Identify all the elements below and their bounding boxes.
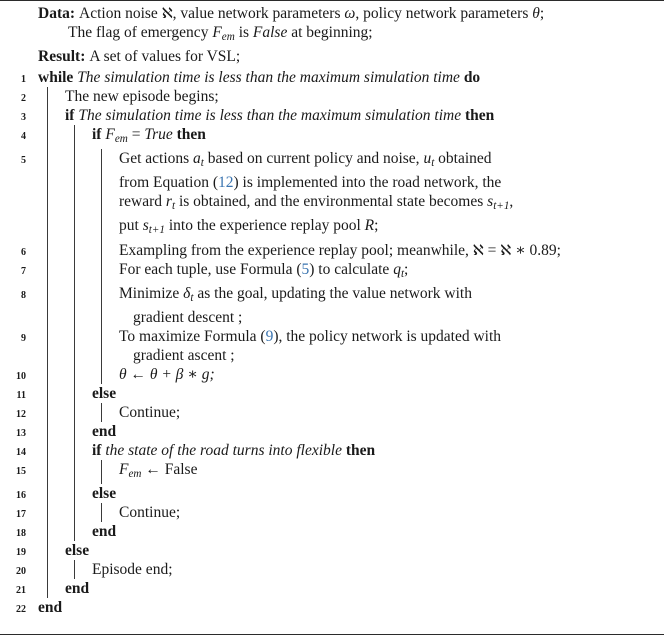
keyword-if: if [92, 126, 102, 144]
data-line-1 [0, 4, 664, 23]
keyword-while: while [38, 69, 74, 87]
text-segment: obtained, and the environmental state becomes [193, 193, 488, 211]
line-number: 22 [16, 603, 26, 615]
flag-text-pre: The flag of emergency [68, 24, 213, 41]
line-number: 7 [21, 265, 26, 277]
text-segment: gradient ascent ; [133, 346, 235, 364]
flag-text-mid: is [234, 24, 253, 41]
line-number: 15 [16, 465, 26, 477]
aleph-symbol: ℵ [500, 241, 512, 259]
algorithm-line [0, 598, 664, 617]
block-level-3-else-2 [0, 503, 664, 522]
algorithm-line [0, 579, 664, 598]
keyword-then: then [345, 441, 376, 459]
block-level-2 [0, 125, 664, 541]
keyword-end: end [92, 522, 117, 540]
var-delta-subscript: t [190, 291, 194, 304]
equation-reference-5[interactable]: 5 [301, 260, 310, 278]
keyword-if: if [65, 107, 75, 125]
line-number: 9 [21, 332, 26, 344]
fem-base: F [119, 460, 129, 478]
multiply-operator: ∗ [511, 241, 530, 259]
var-s-next: s [487, 193, 494, 211]
fem-subscript: em [114, 133, 128, 146]
line-number: 8 [21, 289, 26, 301]
top-horizontal-rule [0, 0, 664, 1]
equation-reference-9[interactable]: 9 [265, 327, 274, 345]
algorithm-line [0, 484, 664, 503]
line-content: The new episode begins; [65, 88, 219, 106]
line-number: 1 [21, 74, 26, 86]
line-content [119, 241, 664, 260]
equation-reference-12[interactable]: 12 [218, 174, 234, 192]
line-number: 14 [16, 446, 26, 458]
var-delta: δ [183, 284, 191, 302]
keyword-end: end [38, 598, 63, 616]
algorithm-line-continuation [0, 346, 664, 365]
data-text-end: ; [539, 5, 545, 22]
equality-operator: = [127, 126, 145, 144]
line-number: 18 [16, 527, 26, 539]
text-segment: ; [404, 260, 409, 278]
text-segment: gradient descent ; [133, 308, 243, 326]
text-segment: obtained from [119, 150, 492, 192]
text-segment: based on current policy and noise, [203, 150, 424, 168]
line-number: 11 [16, 389, 26, 401]
text-segment: Exampling from the experience replay pool; meanwhile, [119, 241, 473, 259]
algorithm-line [0, 87, 664, 106]
line-number: 13 [16, 427, 26, 439]
line-content [92, 441, 664, 460]
if-condition: the state of the road turns into flexible [105, 441, 342, 459]
text-segment: To maximize Formula ( [119, 327, 266, 345]
line-number: 4 [21, 131, 26, 143]
result-line [0, 47, 664, 66]
equality-operator: = [483, 241, 501, 259]
text-segment: ; [556, 241, 561, 259]
decay-value: 0.89 [529, 241, 557, 259]
line-number: 6 [21, 246, 26, 258]
line-number: 16 [16, 489, 26, 501]
var-s-next-2: s [142, 217, 149, 235]
fem-base: F [212, 24, 222, 41]
line-number: 19 [16, 546, 26, 558]
data-text-mid2: , policy network parameters [355, 5, 533, 22]
text-segment: For each tuple, use Formula ( [119, 260, 302, 278]
true-literal: True [144, 126, 173, 144]
algorithm-line [0, 260, 664, 284]
line-number: 5 [21, 155, 26, 167]
loop-condition: The simulation time is less than the maximum simulation time [77, 69, 460, 87]
var-R: R [364, 217, 375, 235]
line-number: 3 [21, 112, 26, 124]
algorithm-line [0, 541, 664, 560]
line-number: 10 [16, 370, 26, 382]
algorithm-line [0, 460, 664, 484]
var-r: r [165, 193, 172, 211]
text-segment: experience replay pool [219, 217, 365, 235]
algorithm-line [0, 365, 664, 384]
line-number: 12 [16, 408, 26, 420]
keyword-end: end [92, 422, 117, 440]
keyword-else: else [65, 541, 90, 559]
var-u: u [423, 150, 432, 168]
var-q: q [393, 260, 401, 278]
block-level-3-else [0, 403, 664, 422]
block-level-3-flexible [0, 460, 664, 484]
algorithm-line [0, 68, 664, 87]
algorithm-line [0, 384, 664, 403]
line-content [92, 125, 664, 149]
keyword-if: if [92, 441, 102, 459]
aleph-symbol: ℵ [472, 241, 484, 259]
keyword-then: then [176, 126, 206, 144]
line-content [119, 327, 664, 346]
text-segment: as the goal, updating the value network with [193, 284, 472, 302]
line-content: Continue; [119, 503, 181, 521]
flag-text-end: at beginning; [287, 24, 373, 41]
keyword-then: then [464, 107, 495, 125]
text-segment: Equation ( [153, 174, 219, 192]
line-content [65, 106, 664, 125]
result-text: A set of values for VSL; [89, 48, 241, 66]
text-segment: , put [119, 193, 514, 235]
algorithm-line [0, 125, 664, 149]
false-literal: False [164, 460, 198, 478]
var-q-subscript: t [400, 267, 405, 280]
algorithm-line [0, 327, 664, 346]
keyword-else: else [92, 484, 117, 502]
text-segment: into the [164, 217, 216, 235]
var-u-subscript: t [431, 157, 435, 170]
algorithm-line [0, 241, 664, 260]
var-r-subscript: t [171, 200, 176, 213]
keyword-end: end [65, 579, 90, 597]
line-number: 17 [16, 508, 26, 520]
algorithm-line [0, 403, 664, 422]
data-line-2 [0, 23, 664, 47]
text-segment: is [175, 193, 190, 211]
data-text-mid: , value network parameters [172, 5, 345, 22]
block-level-1 [0, 87, 664, 598]
line-content [119, 149, 519, 240]
algorithm-line [0, 422, 664, 441]
line-content [119, 260, 664, 284]
algorithm-line [0, 106, 664, 125]
text-segment: ) to calculate [309, 260, 394, 278]
line-content-continuation [119, 346, 664, 365]
line-content: Continue; [119, 403, 181, 421]
theta-symbol: θ [532, 5, 540, 22]
algorithm-line [0, 149, 664, 240]
result-label: Result: [38, 48, 86, 66]
algorithm-body [0, 68, 664, 617]
fem-subscript: em [128, 467, 142, 480]
assign-arrow: ← [141, 460, 165, 478]
algorithm-line [0, 284, 664, 308]
algorithm-line [0, 560, 664, 579]
data-label: Data: [38, 5, 76, 22]
algorithm-header [0, 0, 664, 66]
line-content [119, 460, 664, 484]
algorithm-line [0, 441, 664, 460]
line-number: 20 [16, 565, 26, 577]
line-content: Episode end; [92, 560, 173, 578]
text-segment: ; [374, 217, 379, 235]
line-content [38, 68, 664, 87]
var-s-next-subscript: t+1 [493, 200, 510, 213]
fem-base: F [105, 126, 115, 144]
text-segment: ), the policy network is updated with [273, 327, 502, 345]
data-text-pre: Action noise [79, 5, 162, 22]
line-number: 21 [16, 584, 26, 596]
keyword-else: else [92, 384, 117, 402]
aleph-symbol: ℵ [161, 5, 173, 22]
algorithm-line-continuation [0, 308, 664, 327]
block-level-3-then [0, 149, 664, 384]
keyword-do: do [463, 69, 481, 87]
false-literal: False [252, 24, 288, 41]
var-s-next-2-subscript: t+1 [148, 224, 165, 237]
line-content-continuation [119, 308, 664, 327]
algorithm-line [0, 522, 664, 541]
if-condition: The simulation time is less than the maximum simulation time [78, 107, 462, 125]
algorithm-line [0, 503, 664, 522]
line-number: 2 [21, 93, 26, 105]
text-segment: Minimize [119, 284, 184, 302]
text-segment: ) is implemented into the road network, the reward [119, 174, 502, 211]
var-a: a [193, 150, 201, 168]
line-content [119, 284, 664, 308]
line-content: θ ← θ + β ∗ g; [119, 365, 215, 383]
text-segment: Get actions [119, 150, 194, 168]
fem-subscript: em [221, 31, 235, 44]
omega-symbol: ω [344, 5, 356, 22]
block-level-2-episode [0, 560, 664, 579]
var-a-subscript: t [200, 157, 204, 170]
